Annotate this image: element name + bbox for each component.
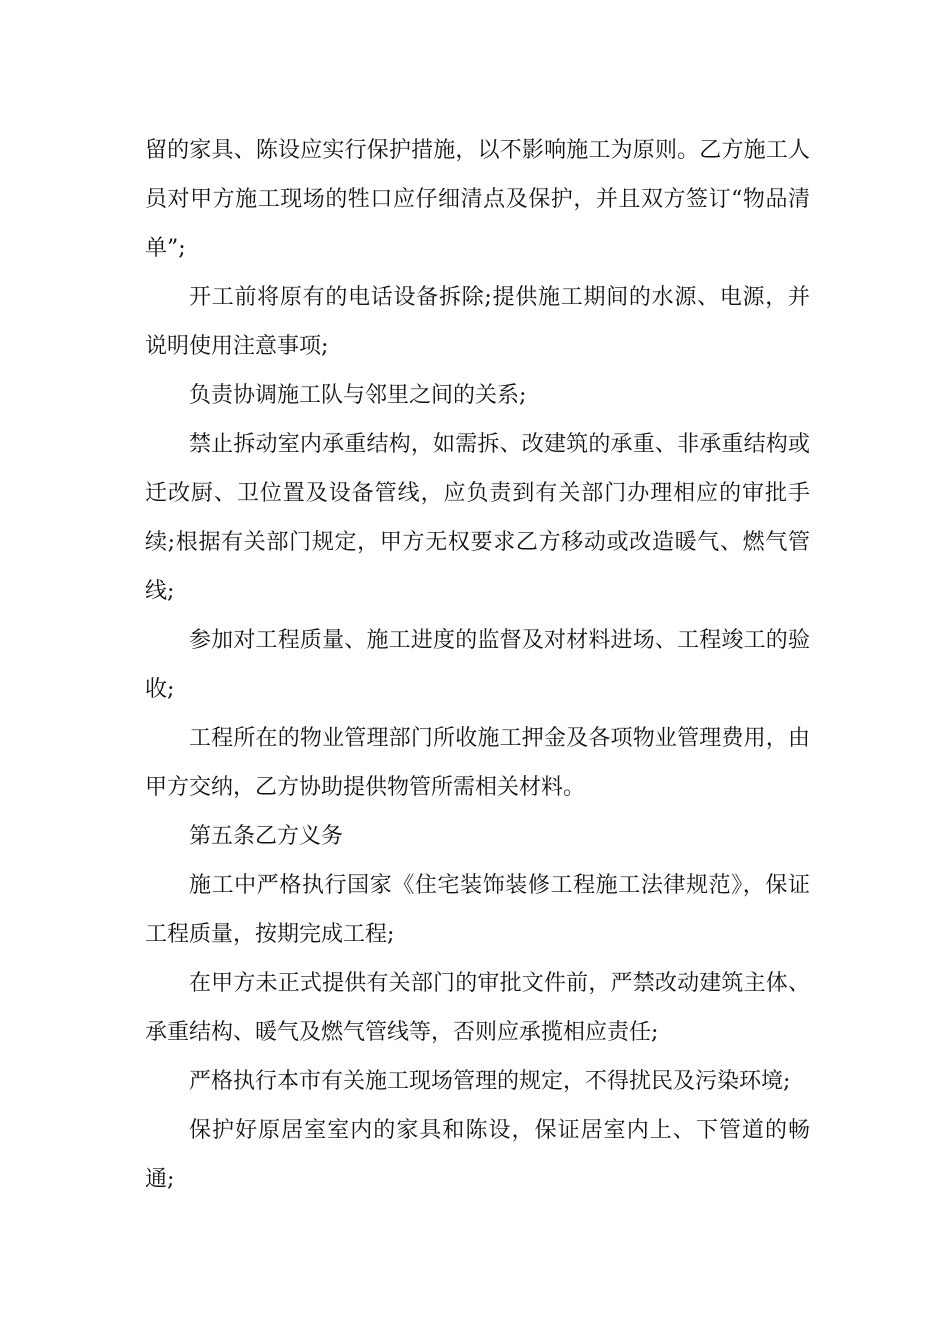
paragraph-quality-supervision: 参加对工程质量、施工进度的监督及对材料进场、工程竣工的验收; [145, 628, 810, 702]
paragraph-phone-removal: 开工前将原有的电话设备拆除;提供施工期间的水源、电源，并说明使用注意事项; [145, 285, 810, 359]
paragraph-neighbor-coordination: 负责协调施工队与邻里之间的关系; [189, 383, 527, 408]
paragraph-site-management: 严格执行本市有关施工现场管理的规定，不得扰民及污染环境; [189, 1069, 791, 1094]
paragraph-property-fees: 工程所在的物业管理部门所收施工押金及各项物业管理费用，由甲方交纳，乙方协助提供物管所需相关材料。 [145, 726, 810, 800]
document-body [145, 126, 810, 1204]
paragraph-structure-restriction: 禁止拆动室内承重结构，如需拆、改建筑的承重、非承重结构或迁改厨、卫位置及设备管线，应负责到有关部门办理相应的审批手续;根据有关部门规定，甲方无权要求乙方移动或改造暖气、燃气管线; [145, 432, 810, 604]
paragraph-continued-protection: 留的家具、陈设应实行保护措施，以不影响施工为原则。乙方施工人员对甲方施工现场的牲口应仔细清点及保护，并且双方签订“物品清单”; [145, 138, 810, 261]
paragraph-furniture-protection: 保护好原居室室内的家具和陈设，保证居室内上、下管道的畅通; [145, 1118, 810, 1192]
paragraph-approval-requirement: 在甲方未正式提供有关部门的审批文件前，严禁改动建筑主体、承重结构、暖气及燃气管线等，否则应承揽相应责任; [145, 971, 810, 1045]
paragraph-standards-compliance: 施工中严格执行国家《住宅装饰装修工程施工法律规范》，保证工程质量，按期完成工程; [145, 873, 810, 947]
section-heading-article-five: 第五条乙方义务 [189, 824, 344, 849]
